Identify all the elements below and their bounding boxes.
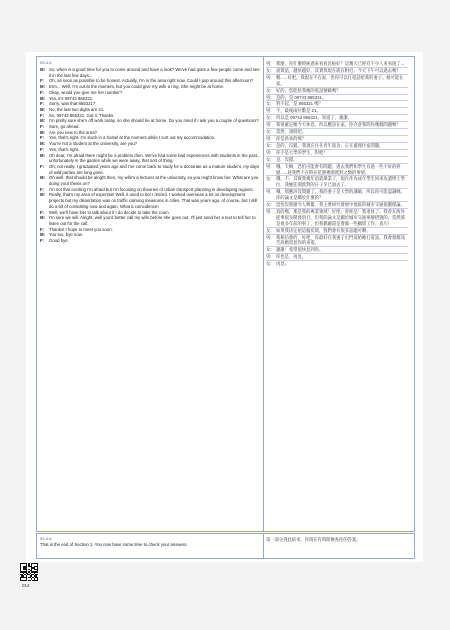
line-text: Well, we'll have lots to talk about if I do decide to take the room. [49,209,170,215]
speaker-label: M: [40,141,46,147]
speaker-label: 男: [266,122,272,128]
line-text: Yes, it's 09743 865321. [49,95,94,101]
translation-line [266,142,408,149]
translation-line [266,234,408,247]
line-text: Good bye. [49,238,69,244]
line-text: 謝謝！希望很快見到你。 [276,247,324,253]
line-text: You're not a student at the university, are you? [49,141,138,147]
english-transcript [40,67,261,244]
speaker-label: 男: [266,135,272,141]
speaker-label: 女: [266,247,272,253]
speaker-label: 女: [266,156,272,162]
column-divider [263,534,264,558]
speaker-label: F: [40,135,45,141]
speaker-label: 女: [266,115,272,121]
line-text: Oh, as soon as possible to be honest. Actually, I'm in the area right now. Could I pop around this afternoon? [49,78,254,84]
translation-line [266,163,408,176]
dialogue-line [40,164,261,175]
speaker-label: F: [40,78,45,84]
speaker-label: F: [40,226,45,232]
speaker-label: 女: [266,101,272,107]
translation-line [266,260,408,267]
line-text: I'm not that exciting I'm afraid but I'm focusing on theories of urban transport planning in developing regions. [49,186,254,192]
closing-table [36,533,415,559]
line-text: 你也是，再見。 [276,254,307,260]
dialogue-line [40,175,261,186]
speaker-label: 男: [266,74,272,80]
line-text: Are you new to the area? [49,129,98,135]
translation-line [266,74,408,87]
line-text: 對不起，是 865321 嗎？ [276,101,323,107]
column-divider [263,57,264,531]
speaker-label: M: [40,232,46,238]
line-text: 你是新來的嗎？ [276,135,307,141]
speaker-label: M: [40,175,46,181]
speaker-label: F: [40,209,45,215]
speaker-label: 男: [266,189,272,195]
speaker-label: 男: [266,208,272,214]
speaker-label: 男: [266,234,272,240]
dialogue-line [40,67,261,78]
speaker-label: 女: [266,227,272,233]
line-text: 不，最後兩位數是 21。 [276,108,321,114]
speaker-label: M: [40,215,46,221]
line-text: 我很確定她今天休息，所以應該在家。你介意我問你幾個問題嗎？ [276,122,401,128]
dialogue-line [40,153,261,164]
speaker-label: 女: [266,67,272,73]
speaker-label: M: [40,67,46,72]
line-text: 哦，那應該沒問題了，我的妻子是大學的講師，所以你可能認識她。你的論文是關於什麼的？ [276,189,405,201]
speaker-label: 女: [266,87,272,93]
speaker-label: F: [40,146,45,152]
line-text: 哦，天啊，恐怕可能會有問題。過去我們和學生有過一些不好的經歷......趁我們不在時在花園裡開派對之類的事情。 [276,163,401,175]
speaker-label: F: [40,163,45,169]
dialogue-line [40,192,261,209]
translation-line [266,156,408,163]
line-text: 是，沒錯。 [276,156,298,162]
line-text: 說實話，越快越好。其實我現在就在附近。今天下午可以過去嗎？ [276,67,401,73]
line-text: 所以是 09743 865321。知道了，謝謝。 [276,115,352,121]
line-text: 你不是大學的學生，對吧？ [276,149,328,155]
translation-line [266,201,408,208]
line-text: Oh well, that should be alright then, my wife's a lecturer at the university, so you might know her. What are you doing your thesis on? [49,175,259,187]
translation-line [266,227,408,234]
translation-line [266,135,408,142]
speaker-label: M: [40,118,46,124]
translation-line [266,67,408,74]
speaker-label: 男: [266,108,272,114]
speaker-label: 男: [266,94,272,100]
line-text: 如果我決定租這個房間，我們會有很多話題可聊。 [276,227,371,233]
translation-line [266,149,408,156]
translation-line [266,94,408,101]
translation-line [266,61,408,67]
speaker-label: 女: [266,142,272,148]
speaker-label: 女: [266,129,272,135]
translation-line [266,208,408,227]
line-text: 當然，請問吧。 [276,129,307,135]
line-text: Sorry, was that 865321? [49,101,96,107]
line-text: You too, bye now. [49,232,83,238]
line-text: Sure, go ahead. [49,124,80,130]
line-text: Yes, that's right. [49,146,80,152]
translation-line [266,121,408,128]
speaker-label: F: [40,89,45,95]
line-text: 好的，您能給我她的電話號碼嗎？ [276,87,341,93]
line-text: No, the last two digits are 21. [49,106,105,112]
speaker-label: M: [40,152,46,158]
speaker-label: M: [40,192,46,198]
translation-line [266,128,408,135]
translation-line [266,246,408,253]
line-text: 是的，沒錯。我現在住在青年旅舍，正在處理住宿問題。 [276,142,384,148]
speaker-label: M: [40,106,46,112]
line-text: Oh, not really. I graduated years ago and I've come back to study for a doctorate as a mature student, my days of wild parties are long gone. [49,163,260,175]
speaker-label: 男: [266,61,272,66]
line-text: Really, that's my area of expertise! Well, it used to be! I retired. I worked overseas a lot on development projects but my dissertation was on traffic calming measures in cities. That was years ago, of course, but I still do a bit of consulting now and again. What a coincidence! [49,192,258,209]
speaker-label: 男: [266,254,272,260]
line-text: 嗯......好吧，我現在不在家，但你可以打電話給我的妻子。她可能在家。 [276,74,404,86]
closing-translation: 第一部分到此結束。你現在有時間檢查你的答案。 [266,537,361,542]
translation-line [266,107,408,114]
closing-text: That is the end of Section 1. You now have some time to check your answers. [40,542,188,547]
line-text: 再見。 [276,261,289,267]
speaker-label: M: [40,129,46,135]
line-text: Oh dear, I'm afraid there might be a problem then. We've had some bad experiences with students in the past... unfortunately in the garden while we were away, that sort of thing. [49,152,261,164]
line-text: 恐怕沒那麼令人興奮，我主要研究發展中地區的城市交通規劃理論。 [276,202,405,208]
qr-code [20,563,38,581]
line-text: I'm sure we will. Alright, well you'd better call my wife before she goes out. I'll just send her a text to tell her to listen out for the call. [49,215,256,226]
dialogue-line [40,238,261,244]
speaker-label: 女: [266,261,272,267]
line-text: 我相信會的。好吧，你最好在我妻子出門前給她打電話。我會發簡訊告訴她留意你的來電。 [276,234,405,246]
line-text: So, 09743 865321. Got it. Thanks. [49,112,115,118]
chinese-translation [266,61,408,267]
speaker-label: F: [40,238,45,244]
transcript-table [36,56,415,532]
speaker-label: F: [40,112,45,118]
line-text: I'm pretty sure she's off work today, so she should be at home. Do you mind if I ask you a couple of questions? [49,118,259,124]
speaker-label: 女: [266,202,272,208]
translation-line [266,188,408,201]
translation-line [266,175,408,188]
speaker-label: F: [40,124,45,130]
line-text: Okay, would you give me her number? [49,89,123,95]
speaker-label: F: [40,101,45,107]
speaker-label: M: [40,95,46,101]
line-text: 是的，是 09743 865321。 [276,94,327,100]
speaker-label: M: [40,84,46,90]
line-text: Yes, that's right. I'm stuck in a hostel at the moment while I sort out my accommodation. [49,135,216,141]
translation-line [266,253,408,260]
line-text: Thanks! I hope to meet you soon. [49,226,113,232]
track-tag: 09-4-6 [40,536,52,541]
translation-line [266,114,408,121]
speaker-label: 男: [266,149,272,155]
line-text: 哦，不，其實我幾年前就畢業了，現在作為成年學生回來攻讀博士學位，我瘋狂開派對的日子早已過去了。 [276,176,405,188]
line-text: 那麼，你什麼時候過來看看比較好？這幾天已經有不少人來看過了... [276,61,405,66]
track-tag: 09-4-5 [40,60,52,65]
line-text: Erm... Well, I'm out at the moment, but you could give my wife a ring. She might be at home. [49,84,225,90]
page-number: 014 [22,583,30,588]
translation-line [266,87,408,94]
line-text: So, when is a good time for you to come around and have a look? We've had quite a few people come and see it in the last few days... [49,67,260,78]
speaker-label: 女: [266,176,272,182]
translation-line [266,100,408,107]
dialogue-line [40,215,261,226]
speaker-label: 男: [266,163,272,169]
speaker-label: F: [40,186,45,192]
line-text: 真的嗎，那是我的專業領域！好吧，曾經是！我退休了。我曾在海外從事很多開發項目，但我的論文是關於城市交通寧靜措施的。當然那是很多年前的事了，但我偶爾還是會做一些顧問工作。真巧！ [276,208,405,226]
